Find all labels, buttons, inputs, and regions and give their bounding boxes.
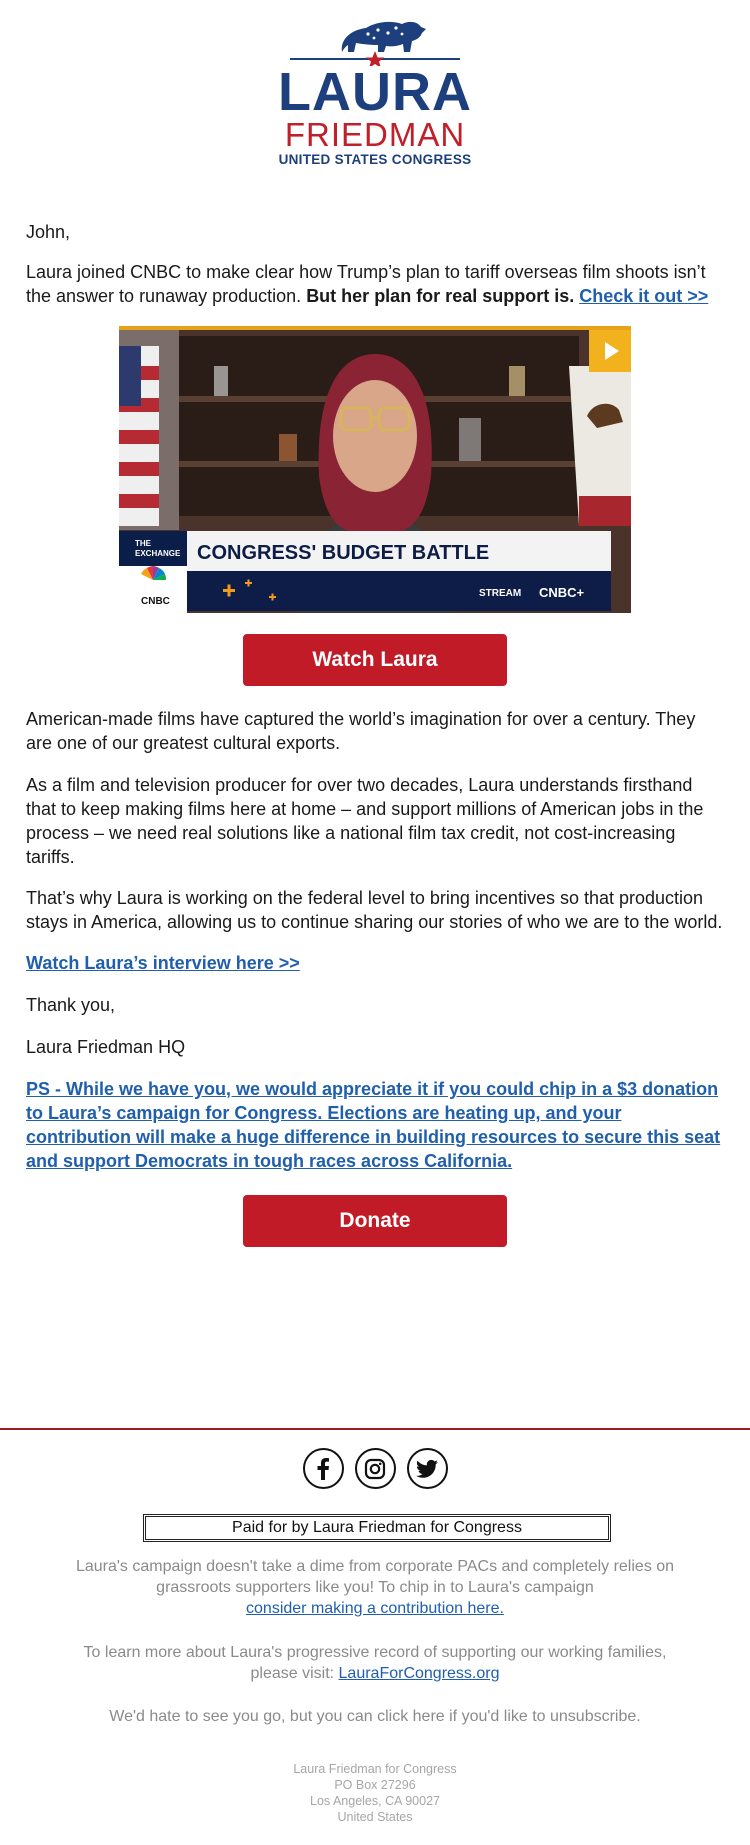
paragraph-2-text: As a film and television producer for over two decades, Laura understands firsthand that to keep making films here at home – and support millions of American jobs in the process – we need real solutions like a national film tax credit, not cost-increasing tariffs. (26, 775, 704, 867)
check-it-out-link[interactable]: Check it out >> (579, 286, 709, 306)
chyron-label-2: EXCHANGE (135, 549, 181, 558)
facebook-icon[interactable] (303, 1448, 344, 1489)
footer-divider (0, 1428, 750, 1430)
stream-brand: CNBC+ (539, 585, 585, 600)
twitter-icon[interactable] (407, 1448, 448, 1489)
pacs-text: Laura's campaign doesn't take a dime from corporate PACs and completely relies on grassroots supporters like you! To chip in to Laura's campaign (75, 1558, 675, 1596)
ps-donation-link[interactable]: PS - While we have you, we would appreciate it if you could chip in a $3 donation to Laura’s campaign for Congress. Elections are heating up, and your contribution will make a huge difference in building resources to secure this seat and support Democrats in tough races across California. (26, 1079, 721, 1171)
address-line-pobox: PO Box 27296 (334, 1778, 416, 1792)
greeting (26, 220, 726, 244)
pacs-statement (60, 1556, 690, 1619)
donate-button[interactable]: Donate (243, 1195, 507, 1247)
website-link[interactable]: LauraForCongress.org (338, 1665, 500, 1682)
chyron-title: CONGRESS' BUDGET BATTLE (197, 542, 490, 564)
social-links (0, 1448, 750, 1489)
unsubscribe-text[interactable]: We'd hate to see you go, but you can click here if you'd like to unsubscribe. (109, 1708, 641, 1725)
greeting-text: John, (26, 222, 71, 242)
paragraph-1 (26, 707, 726, 755)
logo-subtitle: UNITED STATES CONGRESS (278, 152, 472, 167)
network-badge: CNBC (141, 596, 170, 607)
logo-name-last: FRIEDMAN (284, 116, 466, 153)
paragraph-3-text: That’s why Laura is working on the federal level to bring incentives so that production stays in America, allowing us to continue sharing our stories of who we are to the world. (26, 888, 723, 932)
chyron-label-1: THE (135, 539, 151, 548)
intro-bold: But her plan for real support is. (306, 286, 575, 306)
address-line-country: United States (337, 1810, 413, 1824)
bear-icon (290, 14, 460, 66)
watch-laura-button[interactable]: Watch Laura (243, 634, 507, 686)
learn-text: To learn more about Laura's progressive record of supporting our working families, please visit: (83, 1644, 667, 1682)
signoff-text: Thank you, (26, 995, 116, 1015)
signature (26, 1035, 726, 1059)
paragraph-1-text: American-made films have captured the world’s imagination for over a century. They are one of our greatest cultural exports. (26, 709, 696, 753)
video-frame (119, 326, 631, 613)
mailing-address (0, 1761, 750, 1825)
paid-for-by-box: Paid for by Laura Friedman for Congress (143, 1514, 611, 1542)
logo-name-first: LAURA (278, 62, 472, 122)
address-line-org: Laura Friedman for Congress (293, 1762, 457, 1776)
watch-interview-link[interactable]: Watch Laura’s interview here >> (26, 953, 300, 973)
intro-text: Laura joined CNBC to make clear how Trump’s plan to tariff overseas film shoots isn’t the answer to runaway production. (26, 262, 706, 306)
interview-link-row (26, 951, 726, 975)
intro-paragraph (26, 260, 726, 308)
ps-paragraph (26, 1077, 726, 1173)
unsubscribe (60, 1706, 690, 1727)
campaign-logo (0, 14, 750, 168)
contribution-link[interactable]: consider making a contribution here. (246, 1600, 504, 1617)
stream-label: STREAM (479, 588, 522, 599)
video-thumbnail[interactable] (119, 326, 631, 613)
signoff (26, 993, 726, 1017)
paragraph-3 (26, 886, 726, 934)
instagram-icon[interactable] (355, 1448, 396, 1489)
address-line-city: Los Angeles, CA 90027 (310, 1794, 440, 1808)
signature-text: Laura Friedman HQ (26, 1037, 186, 1057)
learn-more (60, 1642, 690, 1684)
paragraph-2 (26, 773, 726, 869)
